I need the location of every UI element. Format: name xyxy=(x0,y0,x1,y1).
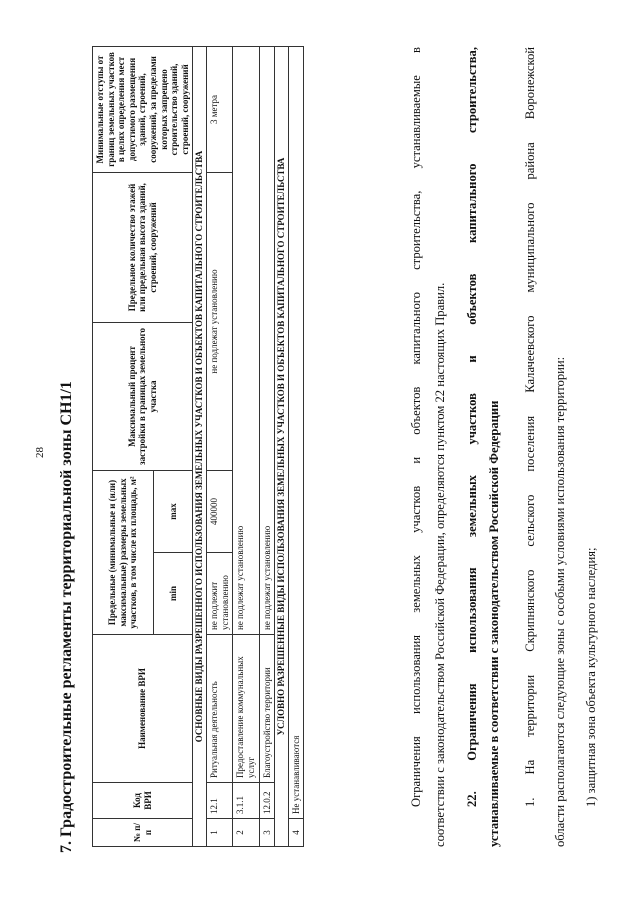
cell-min: не подлежит установлению xyxy=(207,553,233,635)
col-header-min: min xyxy=(154,553,193,635)
cell-code: 12.0.2 xyxy=(259,783,275,819)
header-row xyxy=(93,46,154,846)
col-header-max: max xyxy=(154,470,193,552)
paragraph-line: 1. На территории Скрипнянского сельского поселения Калачеевского муниципального района Воронежской xyxy=(523,47,537,807)
cell-num: 1 xyxy=(207,819,233,847)
paragraph-line: области располагаются следующие зоны с особыми условиями использования территории: xyxy=(553,356,567,847)
regulations-table xyxy=(92,46,304,847)
col-header-size: Предельные (минимальные и (или) максимальные) размеры земельных участков, в том числе их площадь, м² xyxy=(93,470,154,634)
heading-22-line: 22. Ограничения использования земельных участков и объектов капитального строительства, xyxy=(465,47,479,807)
page-number: 28 xyxy=(34,447,46,458)
cell-num: 4 xyxy=(288,819,304,847)
cell-name: Ритуальная деятельность xyxy=(207,635,233,783)
cell-max: 400000 xyxy=(207,470,233,552)
table-row xyxy=(259,46,275,846)
cell-merged: не подлежат установлению xyxy=(259,46,275,634)
cell-code: 3.1.1 xyxy=(233,783,259,819)
col-header-percent: Максимальный процент застройки в границах земельного участка xyxy=(93,322,193,470)
col-header-name: Наименование ВРИ xyxy=(93,635,193,783)
table-row xyxy=(233,46,259,846)
col-header-num: № п/п xyxy=(93,819,193,847)
col-header-setbacks: Минимальные отступы от границ земельных участков в целях определения мест допустимого размещения зданий, строений, сооружений, за пределами которых запрещено строительство зданий, строений, сооружений xyxy=(93,46,193,172)
list-item: 1) защитная зона объекта культурного наследия; xyxy=(584,547,598,807)
cell-percent-floors: не подлежат установлению xyxy=(207,172,233,470)
paragraph-line: соответствии с законодательством Российской Федерации, определяются пунктом 22 настоящих Правил. xyxy=(433,282,447,847)
col-header-floors: Предельное количество этажей или предельная высота зданий, строений, сооружений xyxy=(93,172,193,322)
cell-name: Благоустройство территории xyxy=(259,635,275,783)
table-row xyxy=(288,46,304,846)
section-title: 7. Градостроительные регламенты территориальной зоны СН1/1 xyxy=(58,381,75,853)
cell-num: 2 xyxy=(233,819,259,847)
table-row xyxy=(207,46,233,846)
cell-merged: Не устанавливаются xyxy=(288,46,304,818)
cell-code: 12.1 xyxy=(207,783,233,819)
section-main-label: ОСНОВНЫЕ ВИДЫ РАЗРЕШЕННОГО ИСПОЛЬЗОВАНИЯ ЗЕМЕЛЬНЫХ УЧАСТКОВ И ОБЪЕКТОВ КАПИТАЛЬНОГО СТРОИТЕЛЬСТВА xyxy=(193,46,207,846)
cell-num: 3 xyxy=(259,819,275,847)
section-row-conditional xyxy=(275,46,289,846)
paragraph-line: Ограничения использования земельных участков и объектов капитального строительства, устанавливаемые в xyxy=(409,47,423,807)
cell-merged: не подлежат установлению xyxy=(233,46,259,634)
cell-setback: 3 метра xyxy=(207,46,233,172)
section-row-main xyxy=(193,46,207,846)
cell-name: Предоставление коммунальных услуг xyxy=(233,635,259,783)
col-header-code: Код ВРИ xyxy=(93,783,193,819)
heading-22-line: устанавливаемые в соответствии с законодательством Российской Федерации xyxy=(487,400,501,847)
section-cond-label: УСЛОВНО РАЗРЕШЕННЫЕ ВИДЫ ИСПОЛЬЗОВАНИЯ ЗЕМЕЛЬНЫХ УЧАСТКОВ И ОБЪЕКТОВ КАПИТАЛЬНОГО СТРОИТЕЛЬСТВА xyxy=(275,46,289,846)
